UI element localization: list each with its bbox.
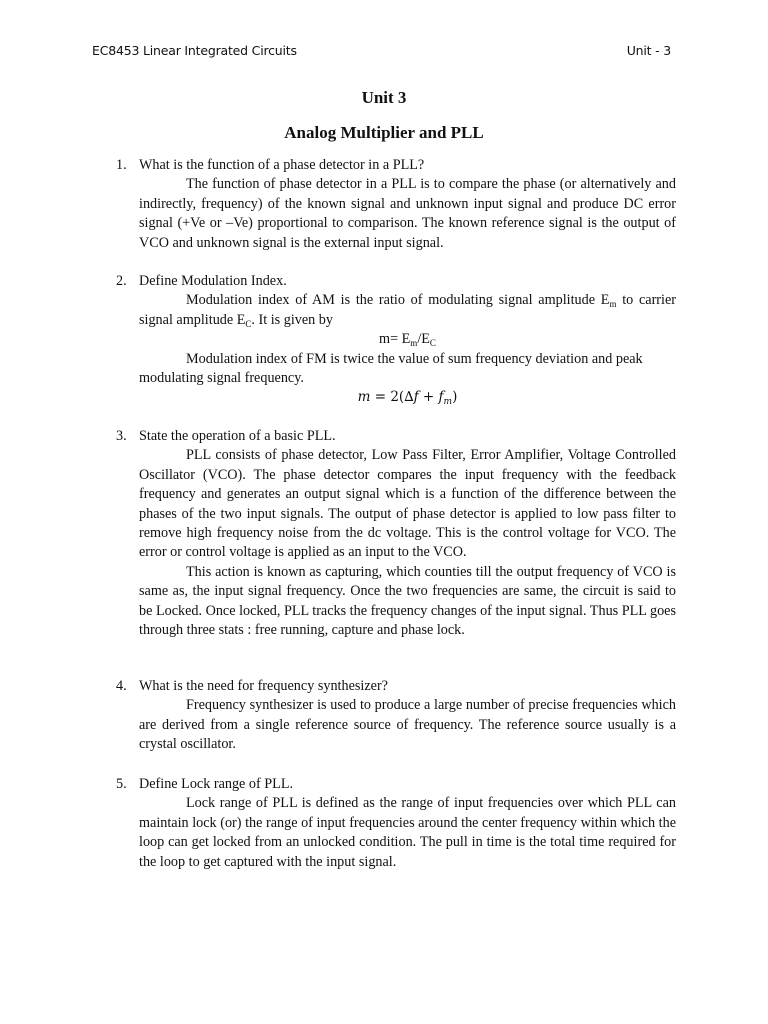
question-number: 2.: [116, 273, 127, 289]
question-5: [116, 775, 676, 872]
question-number: 3.: [116, 428, 127, 444]
answer-text: Lock range of PLL is defined as the range of input frequencies over which PLL can maintain lock (or) the range of input frequencies around the center frequency within which the loop can get locked from an unlocked condition. The pull in time is the total time required for the loop to get captured with the input signal.: [139, 795, 676, 870]
answer-text: The function of phase detector in a PLL is to compare the phase (or alternatively and indirectly, frequency) of the known signal and unknown input signal and produce DC error signal (+Ve or –Ve) proportional to comparison. The known reference signal is the output of VCO and unknown signal is the external input signal.: [139, 176, 676, 251]
answer-paragraph-1: PLL consists of phase detector, Low Pass Filter, Error Amplifier, Voltage Controlled Oscillator (VCO). The phase detector compares the input frequency with the feedback frequency and generates an output signal which is a function of the difference between the phases of the two input signals. The output of phase detector is applied to low pass filter to remove high frequency noise from the dc voltage. This is the control voltage for VCO. The error or control voltage is applied as an input to the VCO.: [139, 447, 676, 561]
answer-paragraph-2: This action is known as capturing, which counties till the output frequency of VCO is same as, the input signal frequency. Once the two frequencies are same, the circuit is said to be Locked. Once locked, PLL tracks the frequency changes of the input signal. Thus PLL goes through three stats : free running, capture and phase lock.: [139, 563, 676, 639]
question-3: [116, 427, 676, 640]
answer-am-text: Modulation index of AM is the ratio of modulating signal amplitude $E_m$ to carrier signal amplitude $E_C$. It is given by: [139, 292, 677, 329]
question-text: Define Lock range of PLL.: [139, 776, 294, 792]
question-number: 1.: [116, 157, 127, 173]
unit-label: Unit - 3: [626, 43, 671, 58]
question-text: What is the function of a phase detector in a PLL?: [139, 157, 425, 173]
question-text: Define Modulation Index.: [139, 273, 287, 289]
subject-heading: Analog Multiplier and PLL: [284, 123, 484, 142]
course-title: EC8453 Linear Integrated Circuits: [92, 43, 297, 58]
answer-text: Frequency synthesizer is used to produce a large number of precise frequencies which are derived from a single reference source of frequency. The reference source usually is a crystal oscillator.: [139, 697, 676, 753]
unit-heading: Unit 3: [361, 88, 407, 107]
formula-fm: 𝑚 = 2(∆𝑓 + 𝑓$_𝑚$): [357, 389, 458, 408]
question-text: What is the need for frequency synthesizer?: [139, 678, 388, 694]
formula-am: $m= E_m/E_C$: [379, 331, 436, 349]
question-1: [116, 156, 676, 253]
answer-fm-text: Modulation index of FM is twice the value of sum frequency deviation and peak modulating signal frequency.: [139, 350, 643, 387]
page-header: [92, 43, 671, 63]
question-text: State the operation of a basic PLL.: [139, 428, 336, 444]
question-number: 4.: [116, 678, 127, 694]
question-4: [116, 677, 676, 755]
question-2: [116, 272, 676, 408]
question-number: 5.: [116, 776, 127, 792]
